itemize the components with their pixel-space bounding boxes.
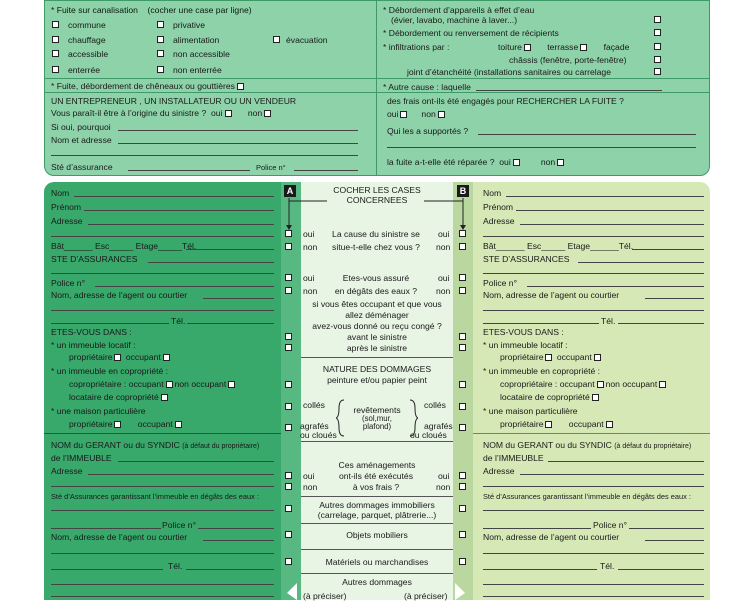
- a-locatif-row: propriétaire occupant: [69, 353, 172, 362]
- a-nom-agent2-label: Nom, adresse de l’agent ou courtier: [51, 532, 188, 542]
- a-locataire-copro-row: locataire de copropriété: [69, 393, 170, 402]
- a-locatif-proprietaire-checkbox[interactable]: [114, 354, 121, 361]
- colles-b-label: collés: [424, 400, 446, 410]
- a-extra-field-1[interactable]: [51, 584, 274, 585]
- b-police-field[interactable]: [527, 286, 704, 287]
- nom-adresse-label: Nom et adresse: [51, 135, 112, 145]
- b-police2-label: Police n°: [593, 520, 628, 530]
- q1-non-a: non: [303, 242, 318, 252]
- objets-b-checkbox[interactable]: [459, 531, 466, 538]
- q1-non-b: non: [436, 242, 451, 252]
- b-nom-agent2-label: Nom, adresse de l’agent ou courtier: [483, 532, 620, 542]
- accessible-label: accessible: [68, 49, 109, 59]
- non-enterree-checkbox[interactable]: [157, 66, 164, 73]
- non-enterree-label: non enterrée: [173, 65, 222, 75]
- revetements-braces: [336, 398, 418, 438]
- joint-checkbox[interactable]: [654, 68, 661, 75]
- preciser-b-label: (à préciser): [404, 591, 448, 601]
- column-b-badge: B: [457, 185, 469, 197]
- b-ste-assurances-field-2[interactable]: [483, 273, 704, 274]
- b-police2-field[interactable]: [629, 528, 704, 529]
- amen-non-a-checkbox[interactable]: [285, 483, 292, 490]
- colles-b-checkbox[interactable]: [459, 403, 466, 410]
- cocher-heading: COCHER LES CASES: [333, 185, 421, 195]
- a-ste-assurances-field-2[interactable]: [51, 273, 274, 274]
- joint-label: joint d’étanchéité (installations sanitaires ou carrelage: [407, 67, 611, 77]
- b-immeuble-field[interactable]: [548, 461, 704, 462]
- a-tel3-label: Tél.: [168, 561, 183, 571]
- b-separator: [473, 433, 710, 434]
- b-ste-garantissant-field[interactable]: [483, 510, 704, 511]
- materiels-label: Matériels ou marchandises: [325, 557, 429, 567]
- chauffage-checkbox[interactable]: [52, 36, 59, 43]
- a-copro-non-occupant-checkbox[interactable]: [228, 381, 235, 388]
- entrepreneur-heading: UN ENTREPRENEUR , UN INSTALLATEUR OU UN VENDEUR: [51, 96, 297, 106]
- cloues-a-label: ou cloués: [300, 430, 337, 440]
- apres-a-checkbox[interactable]: [285, 344, 292, 351]
- amen-oui-b: oui: [438, 471, 450, 481]
- a-copro-label: * un immeuble en copropriété :: [51, 366, 169, 376]
- b-tel-field[interactable]: [632, 249, 704, 250]
- b-ste-assurances-field[interactable]: [578, 262, 704, 263]
- b-bat-row: Bât______ Esc_____ Etage______Tél.: [483, 241, 634, 251]
- a-copro-row: copropriétaire : occupant non occupant: [69, 380, 237, 389]
- q1-oui-b: oui: [438, 229, 450, 239]
- a-tel-field[interactable]: [186, 249, 274, 250]
- b-nom-agent-field[interactable]: [645, 298, 704, 299]
- cloues-b-label: ou cloués: [410, 430, 447, 440]
- fuite-reparee-row: la fuite a-t-elle été réparée ? oui non: [387, 158, 566, 167]
- mid-sep-3: [301, 496, 453, 497]
- amen-non-a: non: [303, 482, 318, 492]
- a-nom-agent2-field[interactable]: [203, 540, 274, 541]
- a-maison-occupant-checkbox[interactable]: [175, 421, 182, 428]
- agrafes-b-label: agrafés: [424, 421, 453, 431]
- concernees-heading: CONCERNEES: [346, 195, 408, 205]
- b-extra-field-2[interactable]: [483, 596, 704, 597]
- fuite-canalisation-label: * Fuite sur canalisation (cocher une case par ligne): [51, 5, 252, 15]
- b-etes-vous-heading: ETES-VOUS DANS :: [483, 327, 564, 337]
- chassis-label: châssis (fenêtre, porte-fenêtre): [509, 55, 627, 65]
- a-ste-assurances-field[interactable]: [148, 262, 274, 263]
- sol-label: (sol,mur,: [362, 414, 392, 423]
- a-adresse-label: Adresse: [51, 216, 83, 226]
- b-prenom-field[interactable]: [516, 210, 704, 211]
- frais-recherche-label: des frais ont-ils été engagés pour RECHERCHER LA FUITE ?: [387, 96, 624, 106]
- a-immeuble-label: de l’IMMEUBLE: [51, 453, 112, 463]
- b-nom-agent-label: Nom, adresse de l’agent ou courtier: [483, 290, 620, 300]
- b-locatif-proprietaire-checkbox[interactable]: [545, 354, 552, 361]
- top-hline-2: [44, 92, 710, 93]
- b-locatif-occupant-checkbox[interactable]: [594, 354, 601, 361]
- q1-oui-a: oui: [303, 229, 315, 239]
- police-no-label: Police n°: [256, 163, 286, 172]
- b-maison-proprietaire-checkbox[interactable]: [545, 421, 552, 428]
- q1-line2: situe-t-elle chez vous ?: [332, 242, 420, 252]
- frais-oui-checkbox[interactable]: [400, 111, 407, 118]
- deb-appareils-label: * Débordement d’appareils à effet d’eau: [383, 5, 535, 15]
- b-nom-agent2-field-2[interactable]: [483, 553, 704, 554]
- terrasse-checkbox[interactable]: [580, 44, 587, 51]
- autre-cause-field[interactable]: [476, 90, 662, 91]
- colles-a-label: collés: [303, 400, 325, 410]
- avant-a-checkbox[interactable]: [285, 333, 292, 340]
- autres-imm-line2: (carrelage, parquet, plâtrerie...): [317, 510, 437, 520]
- bottom-arrows: [283, 583, 469, 600]
- a-adresse2-field[interactable]: [88, 474, 274, 475]
- q1-non-a-checkbox[interactable]: [285, 243, 292, 250]
- q1-non-b-checkbox[interactable]: [459, 243, 466, 250]
- accessible-checkbox[interactable]: [52, 50, 59, 57]
- colles-a-checkbox[interactable]: [285, 403, 292, 410]
- a-nom-agent2-field-2[interactable]: [51, 553, 274, 554]
- a-locataire-copro-checkbox[interactable]: [161, 394, 168, 401]
- nature-heading: NATURE DES DOMMAGES: [322, 364, 432, 374]
- a-police2-field[interactable]: [198, 528, 274, 529]
- a-locatif-occupant-checkbox[interactable]: [163, 354, 170, 361]
- b-copro-non-occupant-checkbox[interactable]: [659, 381, 666, 388]
- b-tel3-label: Tél.: [600, 561, 615, 571]
- parait-row: Vous paraît-il être à l’origine du sinistre ? oui non: [51, 109, 273, 118]
- amen-oui-b-checkbox[interactable]: [459, 472, 466, 479]
- nom-adresse-field-2[interactable]: [51, 155, 358, 156]
- a-police-field[interactable]: [95, 286, 274, 287]
- preciser-a-label: (à préciser): [303, 591, 347, 601]
- a-ste-assurances-label: STE D’ASSURANCES: [51, 254, 138, 264]
- b-tel3-field[interactable]: [618, 569, 704, 570]
- ste-assurance-label: Sté d’assurance: [51, 162, 113, 172]
- a-gerant-row: NOM du GERANT ou du SYNDIC (à défaut du propriétaire): [51, 440, 260, 450]
- apres-b-checkbox[interactable]: [459, 344, 466, 351]
- b-adresse-field-2[interactable]: [483, 236, 704, 237]
- q3-line3: avez-vous donné ou reçu congé ?: [312, 321, 442, 331]
- b-nom-label: Nom: [483, 188, 502, 198]
- bracket-arrows: [283, 195, 469, 232]
- b-adresse2-field-2[interactable]: [483, 486, 704, 487]
- a-adresse-field[interactable]: [88, 224, 274, 225]
- evacuation-checkbox[interactable]: [273, 36, 280, 43]
- b-maison-occupant-checkbox[interactable]: [606, 421, 613, 428]
- q2-line1: Etes-vous assuré: [342, 273, 410, 283]
- amen-non-b-checkbox[interactable]: [459, 483, 466, 490]
- ste-assurance-field[interactable]: [128, 170, 250, 171]
- reparee-non-checkbox[interactable]: [557, 159, 564, 166]
- a-adresse2-field-2[interactable]: [51, 486, 274, 487]
- a-police2-label: Police n°: [162, 520, 197, 530]
- b-maison-label: * une maison particulière: [483, 406, 578, 416]
- autres-imm-line1: Autres dommages immobiliers: [319, 500, 435, 510]
- b-tel3-field-pre[interactable]: [483, 569, 597, 570]
- mid-sep-4: [301, 523, 453, 524]
- privative-label: privative: [173, 20, 205, 30]
- q2-non-a-checkbox[interactable]: [285, 287, 292, 294]
- q1-line1: La cause du sinistre se: [332, 229, 420, 239]
- frais-row: oui non: [387, 110, 447, 119]
- si-oui-field[interactable]: [118, 130, 358, 131]
- a-nom-agent-field-2[interactable]: [51, 310, 274, 311]
- a-locatif-label: * un immeuble locatif :: [51, 340, 136, 350]
- chassis-checkbox[interactable]: [654, 56, 661, 63]
- non-accessible-label: non accessible: [173, 49, 230, 59]
- a-ste-garantissant-field[interactable]: [51, 510, 274, 511]
- infiltrations-label: * infiltrations par :: [383, 42, 450, 52]
- mid-sep-5: [301, 549, 453, 550]
- materiels-b-checkbox[interactable]: [459, 558, 466, 565]
- autre-cause-label: * Autre cause : laquelle: [383, 82, 471, 92]
- a-copro-occupant-checkbox[interactable]: [166, 381, 173, 388]
- a-nom-label: Nom: [51, 188, 70, 198]
- amen-line3: à vos frais ?: [352, 482, 400, 492]
- objets-label: Objets mobiliers: [346, 530, 408, 540]
- a-prenom-label: Prénom: [51, 202, 82, 212]
- top-hline-1: [44, 78, 710, 79]
- a-tel2-field-pre[interactable]: [51, 323, 169, 324]
- evier-label: (évier, lavabo, machine à laver...): [391, 15, 518, 25]
- b-adresse2-label: Adresse: [483, 466, 515, 476]
- agrafes-a-label: agrafés: [300, 421, 329, 431]
- qui-supportes-field-2[interactable]: [387, 147, 696, 148]
- b-nom-agent2-field[interactable]: [645, 540, 704, 541]
- deb-appareils-checkbox[interactable]: [654, 16, 661, 23]
- parait-oui-checkbox[interactable]: [225, 110, 232, 117]
- b-locatif-label: * un immeuble locatif :: [483, 340, 568, 350]
- evacuation-label: évacuation: [286, 35, 328, 45]
- q1-oui-a-checkbox[interactable]: [285, 230, 292, 237]
- b-adresse-label: Adresse: [483, 216, 515, 226]
- alimentation-checkbox[interactable]: [157, 36, 164, 43]
- facade-checkbox[interactable]: [654, 43, 661, 50]
- b-adresse2-field[interactable]: [520, 474, 704, 475]
- a-immeuble-field[interactable]: [118, 461, 274, 462]
- q3-line2: allez déménager: [345, 310, 409, 320]
- q1-oui-b-checkbox[interactable]: [459, 230, 466, 237]
- mid-sep-2: [301, 441, 453, 442]
- a-tel3-field-pre[interactable]: [51, 569, 163, 570]
- a-ste-garantissant-label: Sté d’Assurances garantissant l’immeuble en dégâts des eaux :: [51, 492, 259, 501]
- commune-checkbox[interactable]: [52, 21, 59, 28]
- peinture-a-checkbox[interactable]: [285, 381, 292, 388]
- b-nom-field[interactable]: [506, 196, 704, 197]
- b-adresse-field[interactable]: [520, 224, 704, 225]
- amen-non-b: non: [436, 482, 451, 492]
- enterree-label: enterrée: [68, 65, 101, 75]
- b-nom-agent-field-2[interactable]: [483, 310, 704, 311]
- q2-oui-b: oui: [438, 273, 450, 283]
- a-etes-vous-heading: ETES-VOUS DANS :: [51, 327, 132, 337]
- top-divider: [376, 0, 377, 176]
- a-extra-field-2[interactable]: [51, 596, 274, 597]
- non-accessible-checkbox[interactable]: [157, 50, 164, 57]
- a-police2-field-pre[interactable]: [51, 528, 161, 529]
- b-copro-label: * un immeuble en copropriété :: [483, 366, 601, 376]
- reparee-oui-checkbox[interactable]: [513, 159, 520, 166]
- q2-oui-a: oui: [303, 273, 315, 283]
- b-prenom-label: Prénom: [483, 202, 514, 212]
- deb-recipients-checkbox[interactable]: [654, 29, 661, 36]
- objets-a-checkbox[interactable]: [285, 531, 292, 538]
- q2-oui-b-checkbox[interactable]: [459, 274, 466, 281]
- q2-non-b-checkbox[interactable]: [459, 287, 466, 294]
- b-locatif-row: propriétaire occupant: [500, 353, 603, 362]
- autres-imm-a-checkbox[interactable]: [285, 505, 292, 512]
- fuite-cheneaux-row: * Fuite, débordement de chêneaux ou gouttières: [51, 82, 246, 91]
- q3-avant: avant le sinistre: [347, 332, 407, 342]
- a-tel2-field[interactable]: [187, 323, 274, 324]
- agrafes-a-checkbox[interactable]: [285, 424, 292, 431]
- alimentation-label: alimentation: [173, 35, 220, 45]
- a-nom-agent-field[interactable]: [203, 298, 274, 299]
- q3-line1: si vous êtes occupant et que vous: [312, 299, 442, 309]
- amen-oui-a-checkbox[interactable]: [285, 472, 292, 479]
- amen-oui-a: oui: [303, 471, 315, 481]
- b-locataire-copro-checkbox[interactable]: [592, 394, 599, 401]
- chauffage-label: chauffage: [68, 35, 106, 45]
- autres-imm-b-checkbox[interactable]: [459, 505, 466, 512]
- b-police-label: Police n°: [483, 278, 518, 288]
- qui-supportes-field[interactable]: [478, 134, 696, 135]
- infiltrations-options: toiture terrasse façade: [498, 42, 630, 52]
- b-tel2-field-pre[interactable]: [483, 323, 599, 324]
- q2-line2: en dégâts des eaux ?: [334, 286, 418, 296]
- amen-line1: Ces aménagements: [338, 460, 416, 470]
- a-adresse-field-2[interactable]: [51, 236, 274, 237]
- nom-adresse-field[interactable]: [118, 143, 358, 144]
- toiture-checkbox[interactable]: [524, 44, 531, 51]
- a-adresse2-label: Adresse: [51, 466, 83, 476]
- column-a-badge: A: [284, 185, 296, 197]
- b-maison-row: propriétaire occupant: [500, 420, 615, 429]
- police-no-field[interactable]: [294, 170, 358, 171]
- a-prenom-field[interactable]: [84, 210, 274, 211]
- avant-b-checkbox[interactable]: [459, 333, 466, 340]
- q2-non-a: non: [303, 286, 318, 296]
- parait-non-checkbox[interactable]: [264, 110, 271, 117]
- si-oui-label: Si oui, pourquoi: [51, 122, 111, 132]
- amen-line2: ont-ils été exécutés: [338, 471, 414, 481]
- peinture-b-checkbox[interactable]: [459, 381, 466, 388]
- fuite-cheneaux-checkbox[interactable]: [237, 83, 244, 90]
- b-gerant-row: NOM du GERANT ou du SYNDIC (à défaut du propriétaire): [483, 440, 692, 450]
- b-extra-field-1[interactable]: [483, 584, 704, 585]
- deb-recipients-label: * Débordement ou renversement de récipients: [383, 28, 559, 38]
- b-ste-garantissant-label: Sté d’Assurances garantissant l’immeuble en dégâts des eaux :: [483, 492, 691, 501]
- a-tel2-label: Tél.: [171, 316, 186, 326]
- a-maison-label: * une maison particulière: [51, 406, 146, 416]
- mid-sep-6: [301, 573, 453, 574]
- materiels-a-checkbox[interactable]: [285, 558, 292, 565]
- b-tel2-label: Tél.: [601, 316, 616, 326]
- a-maison-row: propriétaire occupant: [69, 420, 184, 429]
- a-separator: [44, 433, 281, 434]
- mid-sep-1: [301, 357, 453, 358]
- b-tel2-field[interactable]: [618, 323, 704, 324]
- q3-apres: après le sinistre: [346, 343, 408, 353]
- nature-sub: peinture et/ou papier peint: [327, 375, 427, 385]
- a-nom-field[interactable]: [74, 196, 274, 197]
- b-copro-row: copropriétaire : occupant non occupant: [500, 380, 668, 389]
- a-bat-row: Bât______ Esc_____ Etage_____Tél.: [51, 241, 197, 251]
- b-police2-field-pre[interactable]: [483, 528, 591, 529]
- q2-oui-a-checkbox[interactable]: [285, 274, 292, 281]
- enterree-checkbox[interactable]: [52, 66, 59, 73]
- a-maison-proprietaire-checkbox[interactable]: [114, 421, 121, 428]
- agrafes-b-checkbox[interactable]: [459, 424, 466, 431]
- b-ste-assurances-label: STE D’ASSURANCES: [483, 254, 570, 264]
- revetements-label: revêtements: [353, 405, 401, 415]
- b-immeuble-label: de l’IMMEUBLE: [483, 453, 544, 463]
- privative-checkbox[interactable]: [157, 21, 164, 28]
- b-locataire-copro-row: locataire de copropriété: [500, 393, 601, 402]
- commune-label: commune: [68, 20, 106, 30]
- a-police-label: Police n°: [51, 278, 86, 288]
- a-tel3-field[interactable]: [186, 569, 274, 570]
- plafond-label: plafond): [362, 422, 392, 431]
- q2-non-b: non: [436, 286, 451, 296]
- qui-supportes-label: Qui les a supportés ?: [387, 126, 469, 136]
- b-copro-occupant-checkbox[interactable]: [597, 381, 604, 388]
- autres-label: Autres dommages: [342, 577, 412, 587]
- a-nom-agent-label: Nom, adresse de l’agent ou courtier: [51, 290, 188, 300]
- frais-non-checkbox[interactable]: [438, 111, 445, 118]
